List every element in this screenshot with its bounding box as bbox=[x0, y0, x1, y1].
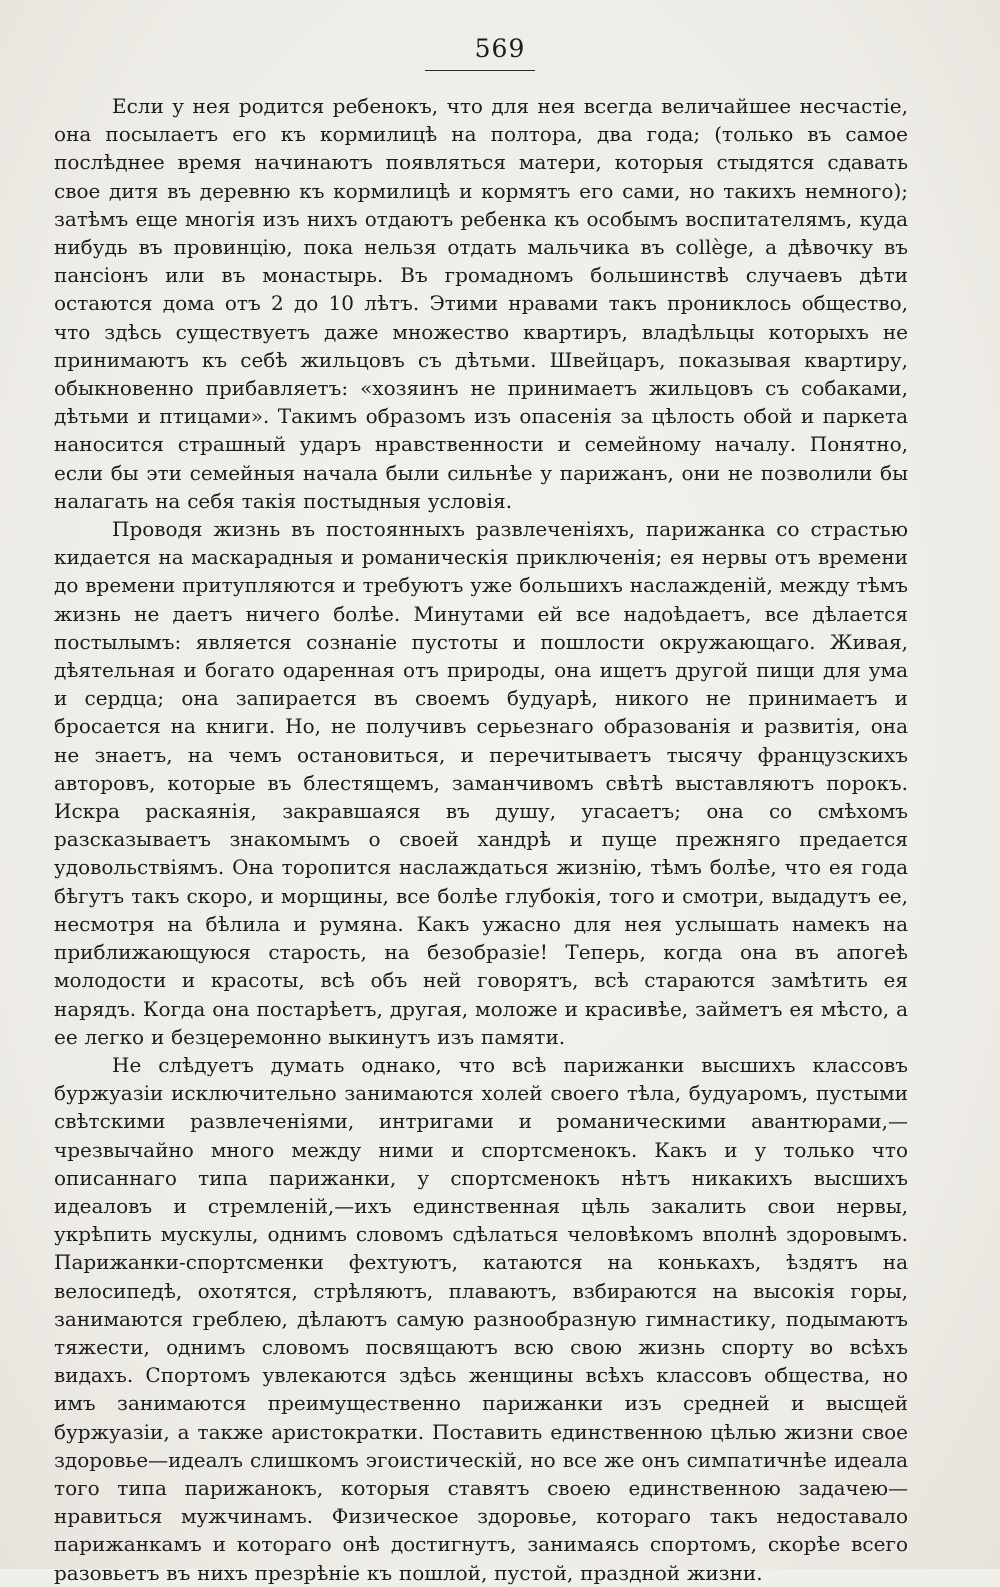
paragraph-2: Проводя жизнь въ постоянныхъ развлеченіяхъ, парижанка со страстью кидается на маскарадныя и романическія приключенія; ея нервы отъ времени до времени притупляются и требуютъ уже большихъ наслажденій, между тѣмъ жизнь не даетъ ничего болѣе. Минутами ей все надоѣдаетъ, все дѣлается постылымъ: является сознаніе пустоты и пошлости окружающаго. Живая, дѣятельная и богато одаренная отъ природы, она ищетъ другой пищи для ума и сердца; она запирается въ своемъ будуарѣ, никого не принимаетъ и бросается на книги. Но, не получивъ серьезнаго образованія и развитія, она не знаетъ, на чемъ остановиться, и перечитываетъ тысячу французскихъ авторовъ, которые въ блестящемъ, заманчивомъ свѣтѣ выставляютъ порокъ. Искра раскаянія, закравшаяся въ душу, угасаетъ; она со смѣхомъ разсказываетъ знакомымъ о своей хандрѣ и пуще прежняго предается удовольствіямъ. Она торопится наслаждаться жизнію, тѣмъ болѣе, что ея года бѣгутъ такъ скоро, и морщины, все болѣе глубокія, того и смотри, выдадутъ ее, несмотря на бѣлила и румяна. Какъ ужасно для нея услышать намекъ на приближающуюся старость, на безобразіе! Теперь, когда она въ апогеѣ молодости и красоты, всѣ объ ней говорятъ, всѣ стараются замѣтить ея нарядъ. Когда она постарѣетъ, другая, моложе и красивѣе, займетъ ея мѣсто, а ее легко и безцеремонно выкинутъ изъ памяти. bbox=[54, 517, 908, 1049]
page-number: 569 bbox=[474, 34, 526, 63]
body-text bbox=[54, 92, 908, 1587]
paragraph-3: Не слѣдуетъ думать однако, что всѣ парижанки высшихъ классовъ буржуазіи исключительно занимаются холей своего тѣла, будуаромъ, пустыми свѣтскими развлеченіями, интригами и романическими авантюрами,—чрезвычайно много между ними и спортсменокъ. Какъ и у только что описаннаго типа парижанки, у спортсменокъ нѣтъ никакихъ высшихъ идеаловъ и стремленій,—ихъ единственная цѣль закалить свои нервы, укрѣпить мускулы, однимъ словомъ сдѣлаться человѣкомъ вполнѣ здоровымъ. Парижанки-спортсменки фехтуютъ, катаются на конькахъ, ѣздятъ на велосипедѣ, охотятся, стрѣляютъ, плаваютъ, взбираются на высокія горы, занимаются греблею, дѣлаютъ самую разнообразную гимнастику, подымаютъ тяжести, однимъ словомъ посвящаютъ всю свою жизнь спорту во всѣхъ видахъ. Спортомъ увлекаются здѣсь женщины всѣхъ классовъ общества, но имъ занимаются преимущественно парижанки изъ средней и высщей буржуазіи, а также аристократки. Поставить единственною цѣлью жизни свое здоровье—идеалъ слишкомъ эгоистическій, но все же онъ симпатичнѣе идеала того типа парижанокъ, которыя ставятъ своею единственною задачею—нравиться мужчинамъ. Физическое здоровье, котораго такъ недоставало парижанкамъ и котораго онѣ достигнутъ, занимаясь спортомъ, скорѣе всего разовьетъ въ нихъ презрѣніе къ пошлой, пустой, праздной жизни. bbox=[54, 1052, 908, 1585]
header-rule bbox=[425, 70, 535, 71]
paragraph-1: Если у нея родится ребенокъ, что для нея всегда величайшее несчастіе, она посылаетъ его къ кормилицѣ на полтора, два года; (только въ самое послѣднее время начинаютъ появляться матери, которыя стыдятся сдавать свое дитя въ деревню къ кормилицѣ и кормятъ его сами, но такихъ немного); затѣмъ еще многія изъ нихъ отдаютъ ребенка къ особымъ воспитателямъ, куда нибудь въ провинцію, пока нельзя отдать мальчика въ collège, а дѣвочку въ пансіонъ или въ монастырь. Въ громадномъ большинствѣ случаевъ дѣти остаются дома отъ 2 до 10 лѣтъ. Этими нравами такъ прониклось общество, что здѣсь существуетъ даже множество квартиръ, владѣльцы которыхъ не принимаютъ къ себѣ жильцовъ съ дѣтьми. Швейцаръ, показывая квартиру, обыкновенно прибавляетъ: «хозяинъ не принимаетъ жильцовъ съ собаками, дѣтьми и птицами». Такимъ образомъ изъ опасенія за цѣлость обой и паркета наносится страшный ударъ нравственности и семейному началу. Понятно, если бы эти семейныя начала были сильнѣе у парижанъ, они не позволили бы налагать на себя такія постыдныя условія. bbox=[54, 94, 908, 513]
